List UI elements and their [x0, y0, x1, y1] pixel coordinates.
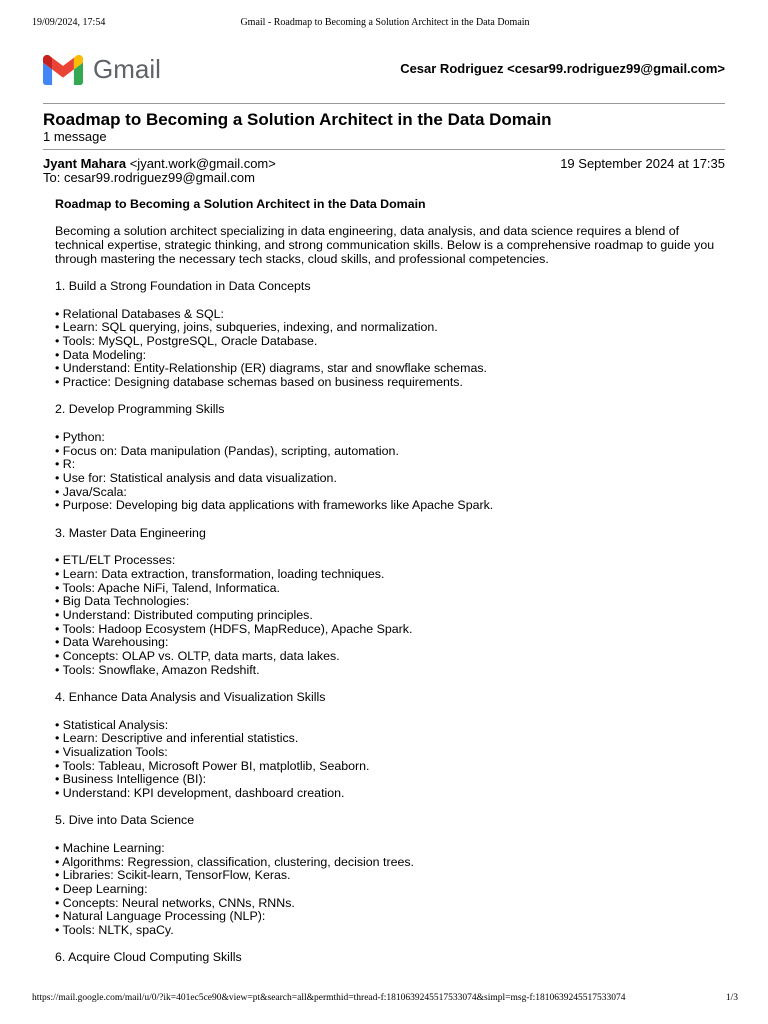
message-count: 1 message: [43, 129, 107, 144]
section-title: 5. Dive into Data Science: [55, 813, 195, 828]
print-page-number: 1/3: [725, 993, 738, 1003]
header-divider: [43, 103, 725, 104]
list-item: • Deep Learning:: [55, 881, 148, 896]
section-items: [55, 842, 715, 938]
recipient-line: To: cesar99.rodriguez99@gmail.com: [43, 170, 255, 185]
print-datetime: 19/09/2024, 17:54: [32, 17, 106, 28]
list-item: • Business Intelligence (BI):: [55, 772, 207, 787]
list-item: • Understand: KPI development, dashboard creation.: [55, 786, 345, 801]
list-item: • Concepts: Neural networks, CNNs, RNNs.: [55, 895, 295, 910]
list-item: • Big Data Technologies:: [55, 594, 190, 609]
list-item: • Learn: Data extraction, transformation, loading techniques.: [55, 566, 385, 581]
list-item: • Tools: Tableau, Microsoft Power BI, matplotlib, Seaborn.: [55, 758, 370, 773]
list-item: • Use for: Statistical analysis and data visualization.: [55, 470, 337, 485]
list-item: • Tools: Snowflake, Amazon Redshift.: [55, 662, 260, 677]
subject-divider: [43, 149, 725, 150]
list-item: • Machine Learning:: [55, 840, 165, 855]
list-item: • Tools: NLTK, spaCy.: [55, 923, 174, 938]
list-item: • Tools: MySQL, PostgreSQL, Oracle Database.: [55, 333, 318, 348]
roadmap-sections: [55, 280, 715, 965]
print-page-title: Gmail - Roadmap to Becoming a Solution Architect in the Data Domain: [240, 17, 530, 28]
list-item: • Tools: Hadoop Ecosystem (HDFS, MapReduce), Apache Spark.: [55, 621, 413, 636]
list-item: • R:: [55, 457, 76, 472]
header-bar: [43, 53, 725, 87]
list-item: • Natural Language Processing (NLP):: [55, 909, 266, 924]
sender-email: <jyant.work@gmail.com>: [129, 156, 276, 171]
list-item: • Libraries: Scikit-learn, TensorFlow, Keras.: [55, 868, 291, 883]
list-item: • Data Modeling:: [55, 347, 147, 362]
list-item: • Visualization Tools:: [55, 744, 168, 759]
list-item: • Understand: Entity-Relationship (ER) diagrams, star and snowflake schemas.: [55, 361, 488, 376]
section-title: 4. Enhance Data Analysis and Visualization Skills: [55, 690, 326, 705]
section-title: 3. Master Data Engineering: [55, 525, 206, 540]
message-header: [43, 156, 725, 171]
message-date: 19 September 2024 at 17:35: [560, 156, 725, 171]
print-footer: [32, 993, 738, 1007]
list-item: • Understand: Distributed computing principles.: [55, 607, 313, 622]
section-title: 1. Build a Strong Foundation in Data Concepts: [55, 279, 311, 294]
section-items: [55, 719, 715, 801]
body-heading: Roadmap to Becoming a Solution Architect in the Data Domain: [55, 197, 426, 211]
thread-subject: Roadmap to Becoming a Solution Architect in the Data Domain: [43, 110, 552, 129]
list-item: • Algorithms: Regression, classification, clustering, decision trees.: [55, 854, 415, 869]
message-body: [55, 198, 715, 979]
list-item: • Practice: Designing database schemas based on business requirements.: [55, 375, 463, 390]
sender-name: Jyant Mahara: [43, 156, 127, 171]
list-item: • Statistical Analysis:: [55, 717, 169, 732]
gmail-logo-icon[interactable]: [43, 55, 83, 85]
list-item: • Python:: [55, 429, 105, 444]
list-item: • Relational Databases & SQL:: [55, 306, 224, 321]
section-title: 2. Develop Programming Skills: [55, 402, 225, 417]
print-url: https://mail.google.com/mail/u/0/?ik=401ec5ce90&view=pt&search=all&permthid=thread-f:1810639245517533074&simpl=msg-f:1810639245517533074: [32, 993, 626, 1003]
section-items: [55, 431, 715, 513]
list-item: • Learn: SQL querying, joins, subqueries, indexing, and normalization.: [55, 320, 438, 335]
list-item: • Concepts: OLAP vs. OLTP, data marts, data lakes.: [55, 649, 340, 664]
gmail-wordmark: Gmail: [93, 54, 161, 84]
section-title: 6. Acquire Cloud Computing Skills: [55, 950, 242, 965]
list-item: • Purpose: Developing big data applications with frameworks like Apache Spark.: [55, 498, 494, 513]
list-item: • ETL/ELT Processes:: [55, 553, 176, 568]
list-item: • Tools: Apache NiFi, Talend, Informatica.: [55, 580, 280, 595]
print-header: [32, 17, 738, 31]
body-intro: Becoming a solution architect specializing in data engineering, data analysis, and data science requires a blend of technical expertise, strategic thinking, and strong communication skills. Below is a comprehensive roadmap to guide you through mastering the necessary tech stacks, cloud skills, and professional competencies.: [55, 224, 715, 266]
list-item: • Java/Scala:: [55, 484, 127, 499]
section-items: [55, 554, 715, 677]
account-identity: Cesar Rodriguez <cesar99.rodriguez99@gmail.com>: [400, 61, 725, 76]
list-item: • Data Warehousing:: [55, 635, 169, 650]
list-item: • Focus on: Data manipulation (Pandas), scripting, automation.: [55, 443, 399, 458]
list-item: • Learn: Descriptive and inferential statistics.: [55, 731, 299, 746]
section-items: [55, 308, 715, 390]
